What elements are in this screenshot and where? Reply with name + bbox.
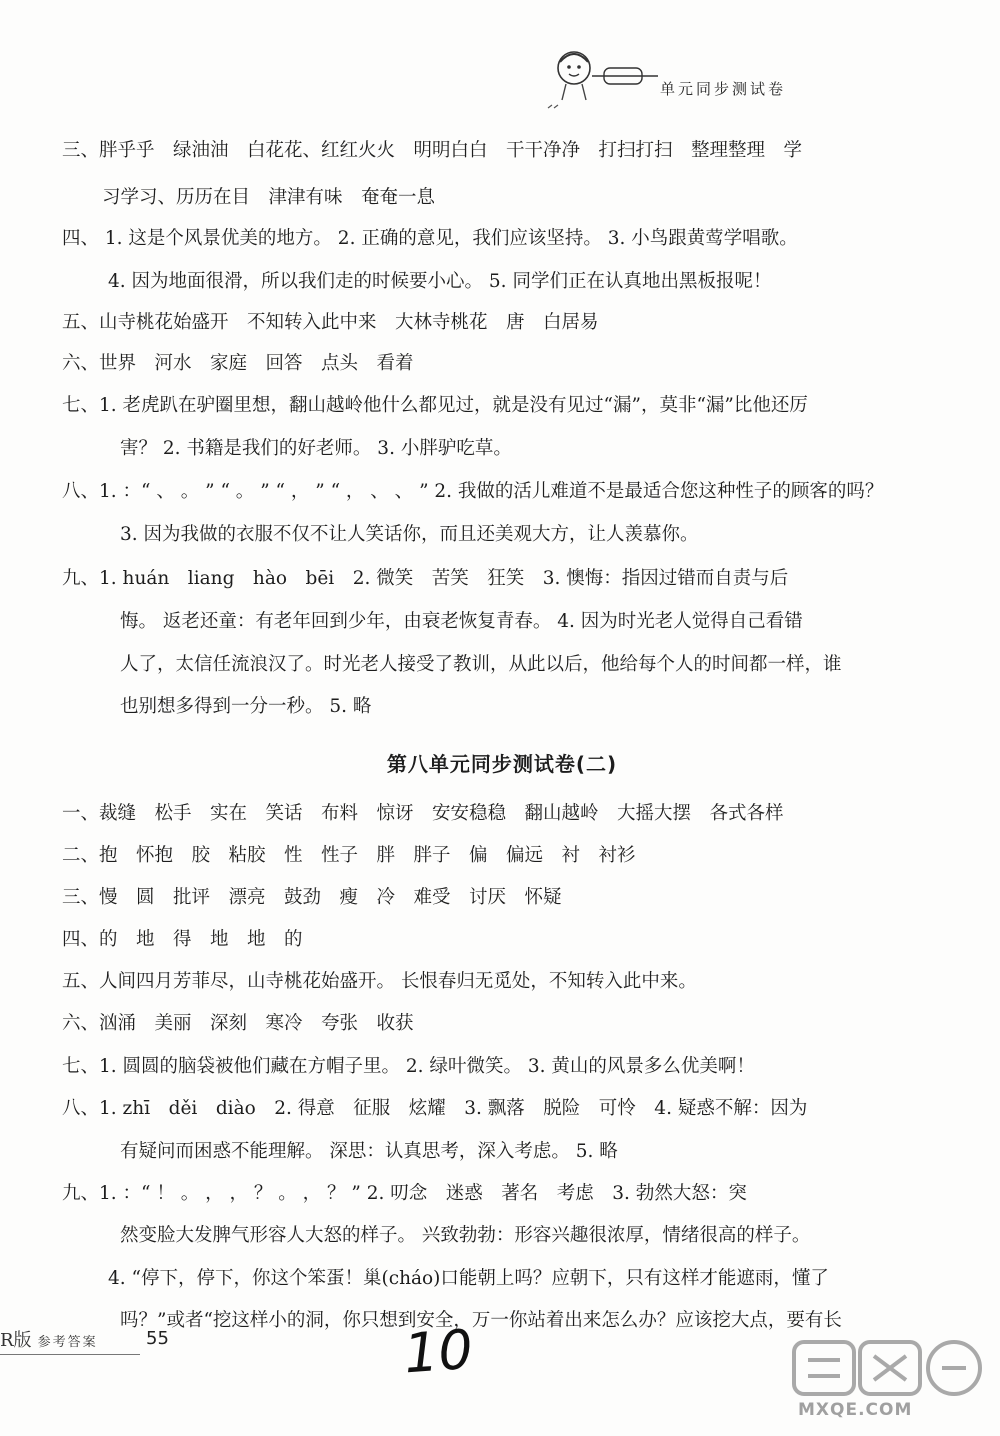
answer-line: 吗？”或者“挖这样小的洞，你只想到安全，万一你站着出来怎么办？应该挖大点，要有长 <box>120 1310 842 1331</box>
watermark-icon <box>790 1336 990 1402</box>
watermark-logo <box>790 1336 990 1436</box>
answer-line: 六、汹涌 美丽 深刻 寒冷 夸张 收获 <box>62 1013 414 1034</box>
answer-line: 二、抱 怀抱 胶 粘胶 性 性子 胖 胖子 偏 偏远 衬 衬衫 <box>62 845 636 866</box>
answer-line: 然变脸大发脾气形容人大怒的样子。 兴致勃勃：形容兴趣很浓厚，情绪很高的样子。 <box>120 1225 811 1246</box>
answer-line: 一、裁缝 松手 实在 笑话 布料 惊讶 安安稳稳 翻山越岭 大摇大摆 各式各样 <box>62 803 784 824</box>
answer-line: 4. “停下，停下，你这个笨蛋！巢(cháo)口能朝上吗？应朝下，只有这样才能遮雨，懂了 <box>108 1268 829 1289</box>
answer-line: 害？ 2. 书籍是我们的好老师。 3. 小胖驴吃草。 <box>120 438 512 459</box>
edition-code: R版 <box>0 1330 32 1351</box>
answer-line: 悔。 返老还童：有老年回到少年，由衰老恢复青春。 4. 因为时光老人觉得自己看错 <box>120 611 803 632</box>
answer-line: 五、人间四月芳菲尽，山寺桃花始盛开。 长恨春归无觅处，不知转入此中来。 <box>62 971 697 992</box>
page-number: 55 <box>146 1328 169 1349</box>
cartoon-mascot-icon <box>540 42 660 114</box>
watermark-site: MXQE.COM <box>798 1400 913 1420</box>
answer-line: 人了，太信任流浪汉了。时光老人接受了教训，从此以后，他给每个人的时间都一样，谁 <box>120 654 842 675</box>
answer-line: 七、1. 老虎趴在驴圈里想，翻山越岭他什么都见过，就是没有见过“漏”，莫非“漏”比他还厉 <box>62 395 808 416</box>
answer-line: 九、1. huán liang hào bēi 2. 微笑 苦笑 狂笑 3. 懊悔：指因过错而自责与后 <box>62 568 789 589</box>
answer-line: 八、1. zhī děi diào 2. 得意 征服 炫耀 3. 飘落 脱险 可怜 4. 疑惑不解：因为 <box>62 1098 808 1119</box>
answer-line: 4. 因为地面很滑，所以我们走的时候要小心。 5. 同学们正在认真地出黑板报呢！ <box>108 271 772 292</box>
answer-line: 有疑问而困惑不能理解。 深思：认真思考，深入考虑。 5. 略 <box>120 1141 618 1162</box>
answer-line: 三、慢 圆 批评 漂亮 鼓劲 瘦 冷 难受 讨厌 怀疑 <box>62 887 562 908</box>
page-header <box>540 42 880 112</box>
answer-line: 五、山寺桃花始盛开 不知转入此中来 大林寺桃花 唐 白居易 <box>62 312 599 333</box>
answer-line: 四、的 地 得 地 地 的 <box>62 929 303 950</box>
answer-line: 九、1. ：“ ！ 。 ， ， ？ 。 ， ？ ” 2. 叨念 迷惑 著名 考虑 3. 勃然大怒：突 <box>62 1183 747 1204</box>
answer-line: 八、1. ：“ 、 。 ” “ 。 ” “ ， ” “ ， 、 、 ” 2. 我做的活儿难道不是最适合您这种性子的顾客的吗？ <box>62 481 884 502</box>
answer-line: 三、胖乎乎 绿油油 白花花、红红火火 明明白白 干干净净 打扫打扫 整理整理 学 <box>62 140 803 161</box>
section-title: 第八单元同步测试卷(二) <box>386 752 618 776</box>
footer-divider <box>0 1354 140 1355</box>
answer-line: 六、世界 河水 家庭 回答 点头 看着 <box>62 353 414 374</box>
header-title: 单元同步测试卷 <box>660 80 787 98</box>
answer-line: 习学习、历历在目 津津有味 奄奄一息 <box>102 187 436 208</box>
handwritten-mark: 10 <box>401 1317 475 1386</box>
answer-line: 3. 因为我做的衣服不仅不让人笑话你，而且还美观大方，让人羡慕你。 <box>120 524 699 545</box>
answer-line: 七、1. 圆圆的脑袋被他们藏在方帽子里。 2. 绿叶微笑。 3. 黄山的风景多么优美啊！ <box>62 1056 755 1077</box>
answer-line: 也别想多得到一分一秒。 5. 略 <box>120 696 372 717</box>
edition-label <box>0 1326 98 1352</box>
edition-subtitle: 参考答案 <box>37 1335 98 1350</box>
answer-line: 四、 1. 这是个风景优美的地方。 2. 正确的意见，我们应该坚持。 3. 小鸟跟黄莺学唱歌。 <box>62 228 798 249</box>
